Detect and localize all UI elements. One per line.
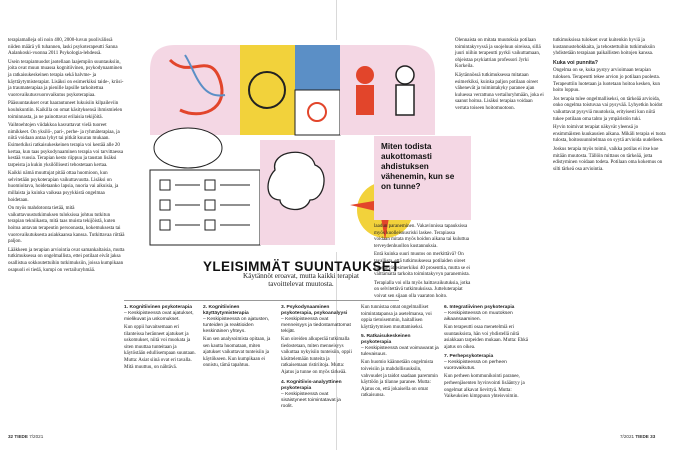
- page-number: 33: [650, 434, 656, 439]
- therapy-body: Kun terapeutti osaa menetelmiä eri suuntauksista, hän voi yhdistellä niitä asiakkaan tarpeiden mukaan. Mutta: Ehkä ajatus on oikea.: [444, 325, 528, 350]
- magazine-name: TIEDE: [14, 434, 28, 439]
- therapy-definition: – Keskipisteessä on muutoksen aikaansaaminen.: [444, 311, 513, 322]
- issue-number: 7/2021: [620, 434, 635, 439]
- subheading: Kuka voi punnita?: [553, 59, 598, 66]
- column-3-upper: [455, 38, 545, 115]
- therapy-body: Kun perheen kommunikointi paranee, perheenjäsenten hyvinvointi lisääntyy ja ongelmat alkavat lievittyä. Mutta: Vaikeuksien kimppuun yhteisvoimin.: [444, 374, 525, 400]
- therapy-heading: 5. Ratkaisukeskeinen psykoterapia: [361, 334, 411, 346]
- therapy-definition: – Keskipisteessä on ajatusten, tunteiden ja reaktioiden keskinäinen yhteys.: [203, 317, 270, 334]
- therapy-heading: 6. Integratiivinen psykoterapia: [444, 305, 515, 310]
- therapy-heading: 4. Kognitiivis-analyyttinen psykoterapia: [281, 379, 342, 391]
- paragraph: Usein terapiamuodot jaotellaan laajempiin suuntauksiin, joita ovat muun muassa kognitiivinen, psykodynaaminen ja ratkaisukeskeinen terapia sekä halvme- ja käyttäytymisterapiat. Lisäksi on esimerkiksi taide-, kriisi- ja traumaterapiaa ja pienille lapsille tarkoitettua vuorovaikutusvuorovaikutus psykoterapiaa.: [8, 59, 124, 98]
- therapy-heading: 1. Kognitiivinen psykoterapia: [124, 305, 192, 310]
- left-folio: [8, 434, 43, 439]
- divider: [124, 300, 399, 301]
- paragraph: Lääkkeen ja terapian arviointia ovat samankaltaisia, mutta tutkimuksessa on ongelmallista, ettei potilaat eivät jaksa osallistua sokkoutettuihin tutkimuksiin, joissa kumpikaan osapuoli ei tiedä, kumpi on vertailuryhmää.: [8, 247, 125, 273]
- therapy-body: Kun sen analysoimista opitaan, ja sen kautta huomataan, miten ajatukset vaikuttavat tunteisiin ja käytökseen. Kun kumpikaan ei onnistu, tämä tapahtuu.: [203, 337, 271, 369]
- therapy-item: [444, 305, 530, 351]
- paragraph: laadun paraneminen. Vakavinnissa tapauksissa myös kuolleisuusriski laskee. Terapiassa voidaan mitata myös hoidon aikana tai kuluttua terveydenhuollon kustannuksia.: [374, 224, 469, 249]
- therapy-definition: – Keskipisteessä on perheen vuorovaikutus.: [444, 360, 507, 372]
- therapy-definition: – Keskipisteessä ovat menneisyys ja tiedostamattomat tekijät.: [281, 317, 351, 334]
- paragraph: Jos terapia tulee ongelmalliseksi, on tärkeää arvioida, onko ongelma toistuvaa vai pysyvää. Lyhyetkin hoidot vaikuttavat pysyviä muutoksia, erityisesti kun niitä tukee potilaan oma tahto ja ympäristön tuki.: [553, 96, 663, 122]
- paragraph: Kaikki nämä muuttujat pitää ottaa huomioon, kun selvitetään psykoterapian vaikuttavuutta. Lisäksi on huomioitava, hoidetaanko lapsia, nuoria vai aikuisia, ja millaista ja kuinka vaikeaa psyykkistä ongelmaa hoidetaan.: [8, 171, 119, 203]
- paragraph: Olennaista on mitata muutoksia potilaan toimintakyvyssä ja suojeluun oireissa, sillä juuri niihin terapeutti pyrkii vaikuttamaan, ohjeistaa psykiatrian professori Jyrki Korkeila.: [455, 38, 541, 70]
- therapy-body: Kun tunnistaa omat ongelmalliset toimintatapansa ja asetelmansa, voi oppia tietoisemmin, haitallisen käyttäytymisen muuttamiseksi.: [361, 305, 432, 330]
- paragraph: terapiamalleja oli noin 400, 2000-luvun puolivälissä niiden määrä yli tuhannen, laski psykoterapeutti Sanna Aalankoski-vuonna 2011 Psykologia-lehdessä.: [8, 38, 118, 57]
- therapy-definition: – Keskipisteessä ovat sisäistyneet toimintatavat ja roolit.: [281, 391, 341, 409]
- therapy-column-3: [281, 305, 353, 410]
- left-column: [8, 38, 125, 276]
- paragraph: Terapialla voi olla myös haittavaikutuksia, jotka on selvitettävä tutkimuksissa. Jutteluterapiat voivat sen sijaan olla vaaraton hoito.: [374, 280, 471, 299]
- therapy-item: [281, 305, 353, 377]
- therapy-heading: 3. Psykodynaaminen psykoterapia, psykoanalyysi: [281, 305, 348, 316]
- paragraph: Entä kuinka suuri muutos on merkittävä? On tavallista, että tutkimuksessa potilaiden oireet vähenevät esimerkiksi 40 prosenttia, mutta se ei välttämättä tarkoita toimintakyvyn paranemista.: [374, 252, 470, 278]
- therapy-item: [361, 334, 439, 400]
- paragraph: On myös mahdotonta tietää, mitä vaikuttavuustutkimuksen tuloksissa johtuu tutkitun terapian tekniikasta, mitä taas muista tekijöistä, kuten hoitoa antavan terapeutin persoonasta, kokemuksesta tai vuorovaikutuksesta asiakkaansa kanssa. Tutkittavaa riittää paljon.: [8, 206, 125, 245]
- paragraph: Käytännössä tutkimuksessa mitataan esimerkiksi, kuinka paljon potilaan oireet vähenevät ja toimintakyky paranee ajan kuluessa verrattuna vertailuryhmään, joka ei saanut hoitoa. Lisäksi terapiaa voidaan verrata toiseen hoitomuotoon.: [455, 72, 544, 111]
- paragraph: Ongelma on se, kuka pystyy arvioimaan terapian tuloksen. Terapeutti tekee arvion jo potilaan puolesta. Terapeuttiin luotetaan ja luotetaan hoitoa kesken, kun hoito loppuu.: [553, 68, 661, 94]
- paragraph: Hyvin toimivat terapiat näkyvät yleensä jo ensimmäisten kuukausien aikana. Mikäli terapia ei tuota tulosta, hoitosuunnitelmaa on syytä arvioida uudelleen.: [553, 125, 666, 144]
- therapy-column-1: [124, 305, 196, 373]
- issue-number: 7/2021: [29, 434, 44, 439]
- therapy-body: Kun oireiden alkuperää tutkimalla tiedostetaan, miten menneisyys vaikuttaa nykyisiin tunteisiin, oppii käsittelemään tunteita ja ratkaisemaan ristiriitoja. Mutta: Ajatus ja tunne on myös tärkeää.: [281, 337, 352, 375]
- therapy-body: Kun oppii havaitsemaan eri tilanteissa heränneet ajatukset ja uskomukset, niitä voi muokata ja siten muuttaa tunteitaan ja käytöstään edullisempaan suuntaan. Mutta: Asiat siinä ovat eri tavalla. Mitä muuttuu, on nähtävä.: [124, 325, 196, 370]
- paragraph: Joskus terapia myös toimii, vaikka potilas ei itse koe mitään muutosta. Tällöin mittaus on tärkeää, jotta edistyminen voidaan todeta. Potilaan oma kokemus on silti tärkeä osa arviointia.: [553, 146, 663, 172]
- page-number: 32: [8, 434, 14, 439]
- right-folio: [620, 434, 655, 439]
- therapy-definition: – Keskipisteessä ovat ajatukset, mielikuvat ja uskomukset.: [124, 311, 194, 322]
- therapy-item: [281, 380, 353, 410]
- therapy-column-2: [203, 305, 273, 372]
- paragraph: Pääsuuntaukset ovat haarautuneet lukuisiin kilpaileviin koulukuntiin. Kaikilla on omat käsityksensä ihmismielen toiminnasta, ja ne painottavat erilaisia tekijöitä.: [8, 101, 123, 120]
- paragraph: Vaihtoehtojen viidakkoa kasvattavat vielä tuoreet nimikkeet. On yksilö-, pari-, perhe- ja ryhmäterapiaa, ja niitä voidaan antaa lyhyt tai pitkät kuuran mukaan. Esimerkiksi ratkaisukeskeinen terapia voi kestää alle 20 kertaa, kun taas psykodynaaminen terapia voi tarvittaessa kestää vuosia. Terapian kesto riippuu ja taustan lisäksi tarpeista ja kukin yksilöllisesti tehostetaan kertaa.: [8, 123, 124, 168]
- feature-title: YLEISIMMÄT SUUNTAUKSET: [203, 259, 400, 274]
- magazine-name: TIEDE: [635, 434, 649, 439]
- column-4: [553, 38, 666, 175]
- therapy-column-4: [361, 305, 439, 402]
- therapy-definition: – Keskipisteessä ovat voimavarat ja tulevaisuus.: [361, 346, 439, 358]
- therapy-item: [124, 305, 196, 371]
- feature-lede: Käytännöt eroavat, mutta kaikki terapiat tavoittelevat muutosta.: [243, 272, 359, 289]
- therapy-heading: 2. Kognitiivinen käyttäytymisterapia: [203, 305, 249, 316]
- pull-quote: Miten todista aukottomasti ahdistuksen vähenemin, kun se on tunne?: [374, 136, 471, 220]
- therapy-heading: 7. Perhepsykoterapia: [444, 354, 494, 360]
- therapy-column-5: [444, 305, 530, 403]
- therapy-body: Kun huomio käännetään ongelmista toiveisiin ja mahdollisuuksiin, vahvuudet ja taidot saadaan paremmin käyttöön ja tilanne paranee. Mutta: Ajatus on, että jokaisella on omat ratkaisunsa.: [361, 360, 438, 399]
- paragraph: tutkimuksissa tulokset ovat kuitenkin hyviä ja kustannustehokkaita, ja tehostettuihin tutkimuksiin yhdistetään terapiaan paikallisten hoitojen kanssa.: [553, 38, 655, 57]
- therapy-item: [444, 354, 530, 400]
- therapy-item: [203, 305, 273, 370]
